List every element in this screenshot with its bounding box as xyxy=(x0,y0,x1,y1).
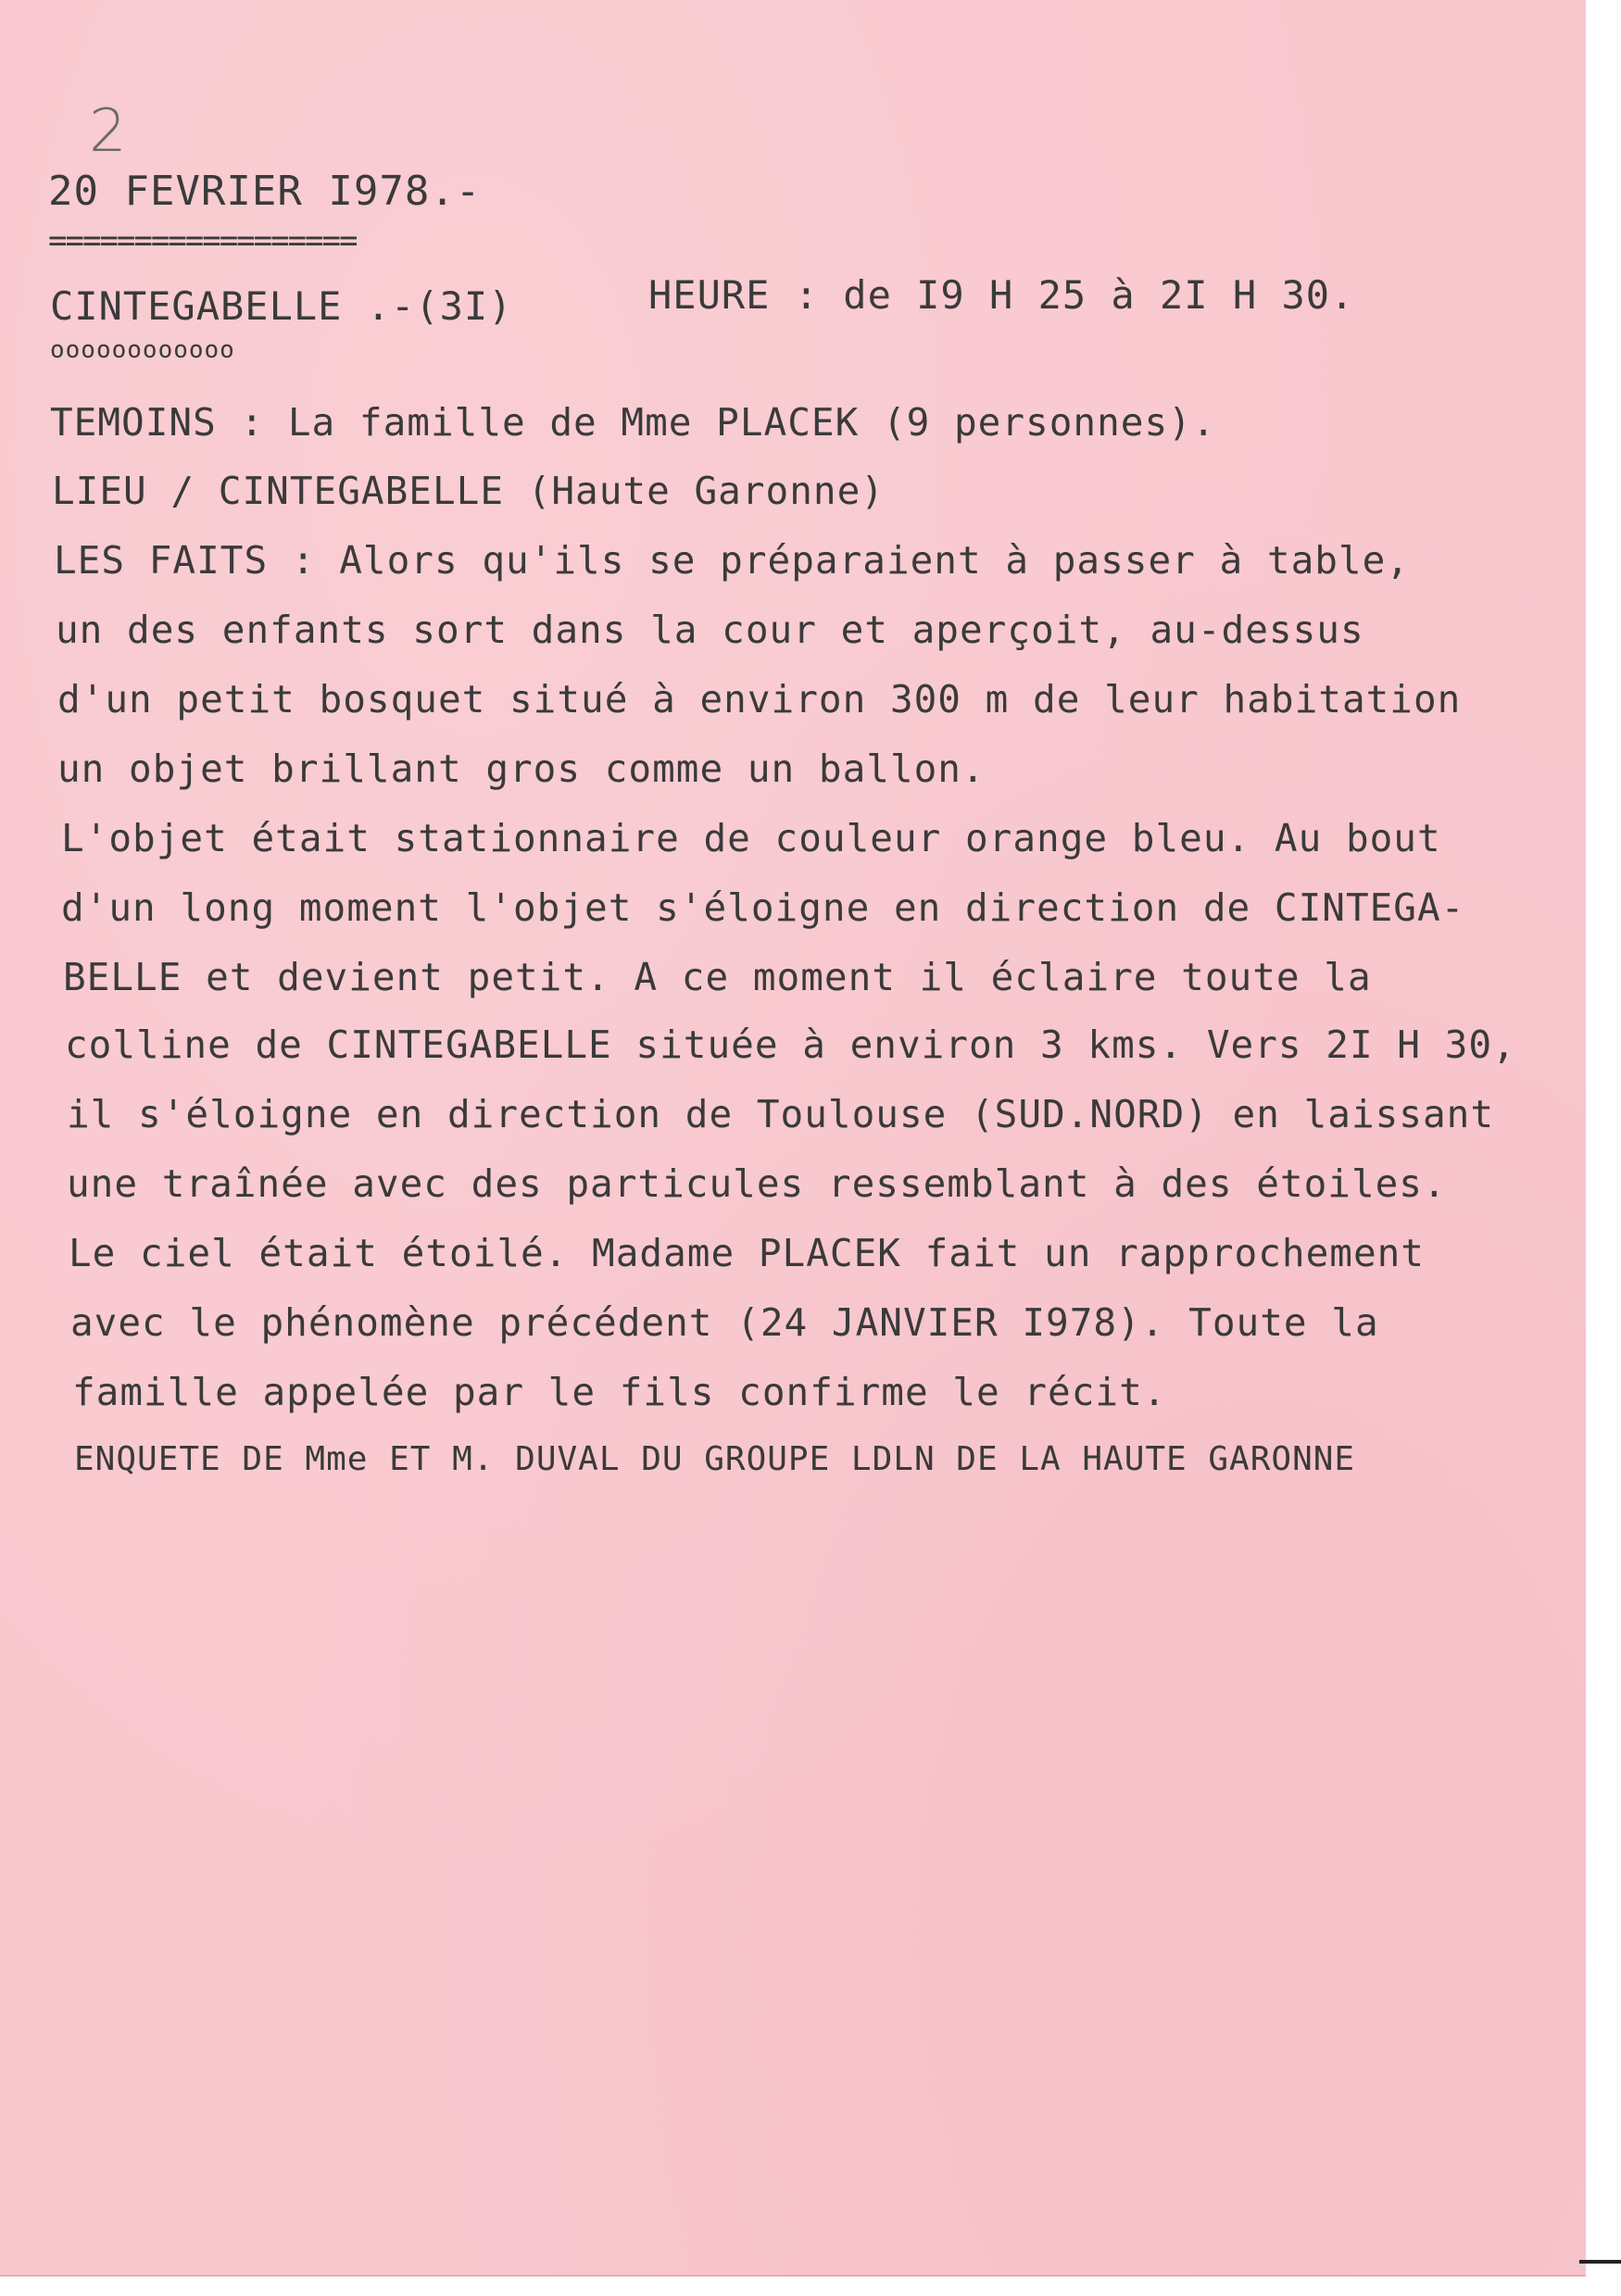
facts-line: une traînée avec des particules ressemblant à des étoiles. xyxy=(67,1161,1447,1206)
facts-line: d'un petit bosquet situé à environ 300 m de leur habitation xyxy=(57,677,1462,721)
place-line: LIEU / CINTEGABELLE (Haute Garonne) xyxy=(52,469,885,513)
facts-line: d'un long moment l'objet s'éloigne en direction de CINTEGA- xyxy=(61,885,1465,930)
facts-line: avec le phénomène précédent (24 JANVIER I978). Toute la xyxy=(70,1300,1379,1345)
scan-margin xyxy=(1586,0,1621,2296)
facts-line: L'objet était stationnaire de couleur orange bleu. Au bout xyxy=(61,816,1441,860)
facts-line: LES FAITS : Alors qu'ils se préparaient à passer à table, xyxy=(54,538,1410,583)
time-range: HEURE : de I9 H 25 à 2I H 30. xyxy=(648,272,1355,318)
facts-line: un objet brillant gros comme un ballon. xyxy=(57,747,986,791)
date-underline: ================== xyxy=(48,222,357,259)
facts-line: Le ciel était étoilé. Madame PLACEK fait un rapprochement xyxy=(69,1231,1425,1275)
facts-line: famille appelée par le fils confirme le récit. xyxy=(72,1370,1167,1414)
facts-line: BELLE et devient petit. A ce moment il éclaire toute la xyxy=(63,955,1372,999)
location-header: CINTEGABELLE .-(3I) xyxy=(50,283,513,329)
location-underline: oooooooooooo xyxy=(50,336,235,364)
facts-line: il s'éloigne en direction de Toulouse (SUD.NORD) en laissant xyxy=(67,1092,1495,1136)
handwritten-page-number: 2 xyxy=(89,97,127,166)
inquiry-line: ENQUETE DE Mme ET M. DUVAL DU GROUPE LDLN DE LA HAUTE GARONNE xyxy=(74,1440,1356,1478)
witnesses-line: TEMOINS : La famille de Mme PLACEK (9 personnes). xyxy=(50,400,1216,445)
report-date: 20 FEVRIER I978.- xyxy=(48,168,482,215)
facts-line: colline de CINTEGABELLE située à environ 3 kms. Vers 2I H 30, xyxy=(65,1023,1516,1067)
scan-mark xyxy=(1579,2260,1621,2264)
facts-line: un des enfants sort dans la cour et aperçoit, au-dessus xyxy=(56,608,1364,652)
